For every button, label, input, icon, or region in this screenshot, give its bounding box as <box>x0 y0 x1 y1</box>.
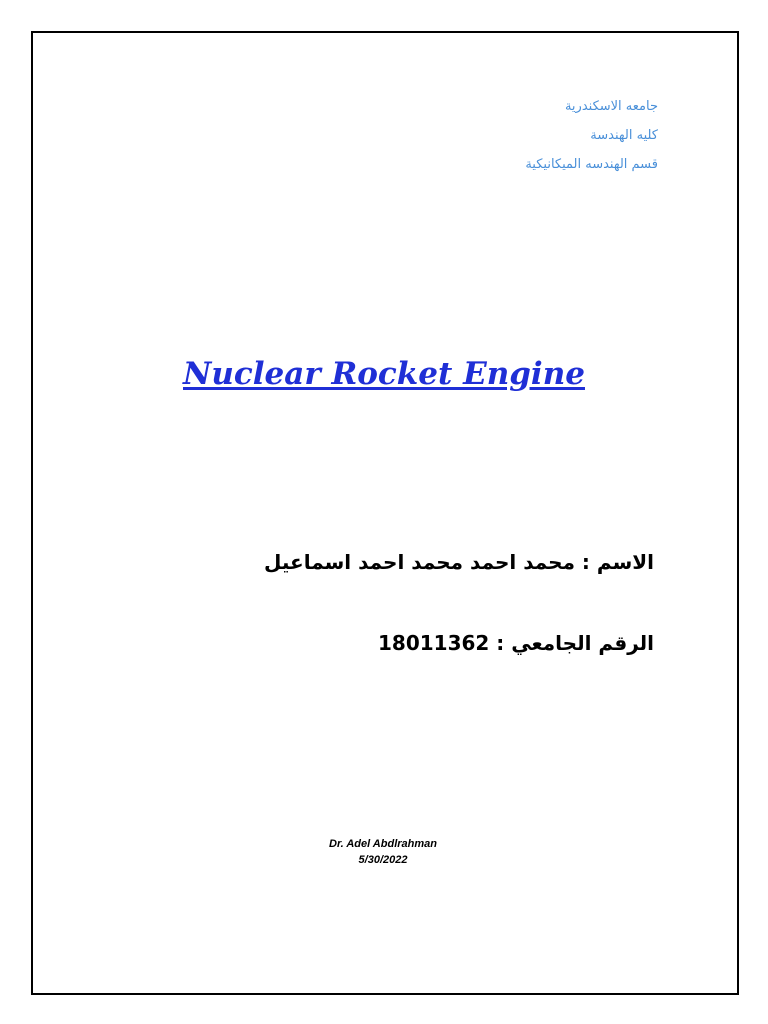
faculty-name: كليه الهندسة <box>590 128 658 143</box>
document-title: Nuclear Rocket Engine <box>183 356 585 392</box>
instructor-name: Dr. Adel Abdlrahman <box>329 838 437 850</box>
university-name: جامعه الاسكندرية <box>564 99 658 114</box>
student-id: الرقم الجامعي : 18011362 <box>378 631 654 655</box>
department-name: قسم الهندسه الميكانيكية <box>525 157 658 172</box>
footer-block <box>0 836 766 868</box>
student-name: الاسم : محمد احمد محمد احمد اسماعيل <box>264 550 654 574</box>
document-date: 5/30/2022 <box>358 854 408 866</box>
institution-header <box>525 92 658 179</box>
